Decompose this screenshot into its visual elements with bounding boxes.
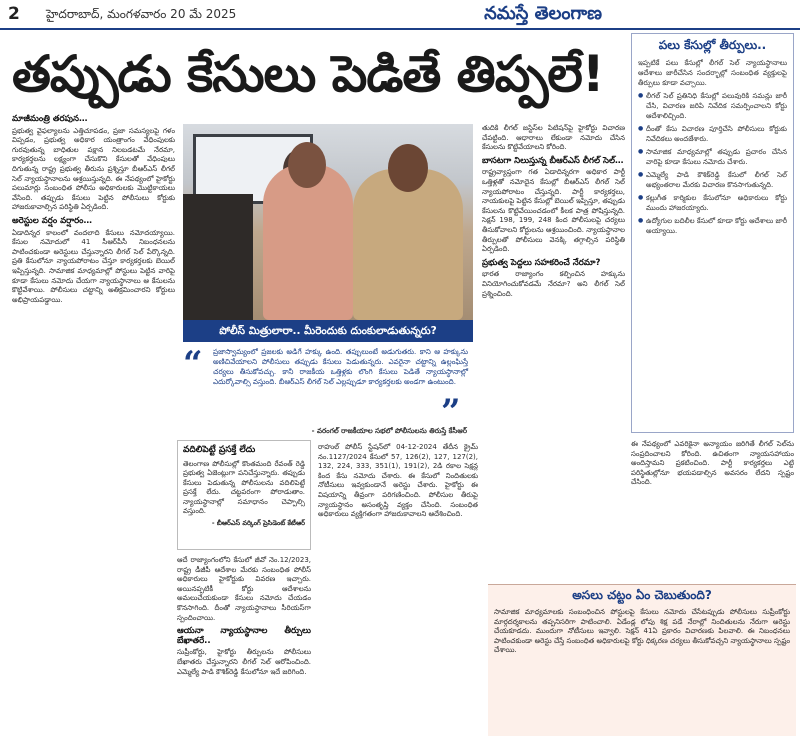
person-head: [288, 142, 326, 188]
sidebar-intro: ఇప్పటికే పలు కేసుల్లో లీగల్ సెల్ న్యాయస్థానాలు ఆదేశాలు జారీచేసిన సందర్భాల్లో సంబంధిత వ్యక్తులపై తీర్పులు కూడా వచ్చాయి.: [638, 59, 787, 87]
article-column-1: [12, 112, 175, 736]
sidebar-list: [638, 91, 787, 236]
close-quote-icon: ”: [441, 392, 461, 432]
article-column-3: [318, 443, 478, 736]
article-column-4: [482, 124, 625, 580]
boxed-note-text: తెలంగాణ పోలీసుల్లో కొంతమంది రేవంత్ రెడ్డి ప్రభుత్వ ఏజెంట్లుగా పనిచేస్తున్నారు. తప్పుడు కేసులు పెడుతున్న పోలీసులను వదిలిపెట్టే ప్రసక్తే లేదు. చట్టపరంగా పోరాడుతాం. న్యాయస్థానాల్లో సమాధానం చెప్పాల్సి వస్తుంది.: [183, 460, 305, 516]
subheading: ప్రభుత్వ పెద్దలు సహకరించే నేరమా?: [482, 257, 601, 268]
headline: తప్పుడు కేసులు పెడితే తిప్పలే!: [12, 45, 604, 103]
quote-author: - వరంగల్ రాజకీయాల సభలో పోలీసులను తిరుస్తే కేసీఆర్: [311, 427, 467, 435]
article-paragraph: భారత రాజ్యాంగం కల్పించిన హక్కును వినియోగించుకోవడమే నేరమా? అని లీగల్ సెల్ ప్రశ్నించింది.: [482, 270, 625, 298]
masthead: [0, 0, 800, 30]
article-paragraph: ఏడాదిన్నర కాలంలో వందలాది కేసులు నమోదయ్యాయి. కేసుల నమోదులో 41 సీఆర్‌పీసీ నిబంధనలను పాటించకుండా అరెస్టులు చేస్తున్నారని లీగల్ సెల్ పేర్కొన్నది. ప్రతి కేసులోనూ న్యాయపోరాటం చేస్తూ కార్యకర్తలకు బెయిల్ ఇప్పిస్తున్నది. సామాజిక మాధ్యమాల్లో పోస్టులు పెట్టిన వారిపై కూడా కేసులు నమోదు చేయగా న్యాయస్థానాలు ఆ కేసులను కొట్టివేశాయి. పోలీసులు చట్టాన్ని అతిక్రమించారని కోర్టులు అభిప్రాయపడ్డాయి.: [12, 228, 175, 304]
article-paragraph: ఆదే రాజ్యాంగంలోని కేసులో జీవో నెం.12/2023, రాష్ట్ర డీజీపీ ఆదేశాల మేరకు సంబంధిత పోలీస్ అధికారులు హైకోర్టుకు వివరణ ఇచ్చారు. అయినప్పటికీ కోర్టు ఆదేశాలను అమలుచేయకుండా కేసులు నమోదు చేయడం కొనసాగింది. దీంతో న్యాయస్థానాలు సీరియస్‌గా స్పందించాయి.: [177, 556, 311, 622]
article-paragraph: ప్రభుత్వ వైఫల్యాలను ఎత్తిచూపడం, ప్రజా సమస్యలపై గళం విప్పడం, ప్రభుత్వ అధికార యంత్రాంగం వేధింపులకు గురవుతున్న బాధితుల పక్షాన నిలబడటమే నేరమా, కార్యకర్తలను లక్ష్యంగా చేసుకొని కేసులతో వేధింపులు దిగుతున్న రాష్ట్ర ప్రభుత్వ తీరును ప్రశ్నిస్తూ బీఆర్‌ఎస్ లీగల్ సెల్ న్యాయస్థానాలను ఆశ్రయిస్తున్నది. ఈ నేపథ్యంలో హైకోర్టు పలుమార్లు సంబంధిత పోలీసు అధికారులకు మొట్టికాయలు వేసింది. తప్పుడు కేసులు పెట్టిన పోలీసులు కోర్టుకు హాజరుకావాల్సిన పరిస్థితి ఏర్పడింది.: [12, 126, 175, 212]
sidebar-list-item: ● లీగల్ సెల్ ప్రతినిధి కేసుల్లో పలువురికి సమన్లు జారీ చేసి, విచారణ జరిపి నివేదిక సమర్పించాలని కోర్టు ఆదేశాలిచ్చింది.: [638, 91, 787, 121]
column-lead-label: మాజీమంత్రి తరపున…: [12, 114, 88, 124]
sidebar-title: పలు కేసుల్లో తీర్పులు..: [658, 38, 767, 52]
paper-name-logo: నమస్తే తెలంగాణ: [484, 3, 602, 24]
date-line: హైదరాబాద్, మంగళవారం 20 మే 2025: [46, 7, 237, 21]
boxed-note-author: - బీఆర్‌ఎస్ వర్కింగ్ ప్రెసిడెంట్ కేటీఆర్: [211, 519, 305, 528]
quote-text: ప్రజాస్వామ్యంలో ప్రజలకు అడిగే హక్కు ఉంది. తప్పులుంటే అడుగుతరు. కాని ఆ హక్కును అణిచివేయాలని పోలీసులు తప్పుడు కేసులు పెడుతున్నరు. ఎవరైనా చట్టాన్ని ఉల్లంఘిస్తే చర్యలు తీసుకోవచ్చు. కానీ రాజకీయ ఒత్తిళ్లకు లొంగి కేసులు పెడితే న్యాయస్థానాల్లో ఎదుర్కోవాల్సి వస్తుంది. బీఆర్‌ఎస్ లీగల్ సెల్ ఎల్లప్పుడూ కార్యకర్తలకు అండగా ఉంటుంది.: [213, 347, 468, 386]
pull-quote: [183, 345, 473, 437]
subheading: ఆయనా న్యాయస్థానాల తీర్పులు బేఖాతరే..: [177, 626, 311, 646]
article-paragraph: ఈ నేపథ్యంలో ఎవరికైనా అన్యాయం జరిగితే లీగల్ సెల్‌ను సంప్రదించాలని కోరింది. ఉచితంగా న్యాయసహాయం అందిస్తామని ప్రకటించింది. పార్టీ కార్యకర్తలు ఎట్టి పరిస్థితుల్లోనూ భయపడాల్సిన అవసరం లేదని స్పష్టం చేసింది.: [631, 440, 794, 487]
person-head: [388, 144, 428, 192]
sidebar-box: [631, 33, 794, 433]
article-paragraph: రాహుల్ పోలీస్ స్టేషన్‌లో 04-12-2024 తేదీన క్రైమ్ నం.1127/2024 కేసులో 57, 126(2), 127, 127(2), 132, 224, 333, 351(1), 191(2), 2డి రకాల సెక్షన్ల కింద కేసు నమోదు చేశారు. ఈ కేసులో నిందితులకు నోటీసులు ఇవ్వకుండానే అరెస్టు చేశారు. హైకోర్టు ఈ విషయాన్ని తీవ్రంగా పరిగణించింది. పోలీసుల తీరుపై న్యాయస్థానం అసంతృప్తి వ్యక్తం చేసింది. సంబంధిత అధికారులు వ్యక్తిగతంగా హాజరుకావాలని ఆదేశించింది.: [318, 443, 478, 519]
sidebar-list-item: ● దీంతో కేసు విచారణ పూర్తిచేసి పోలీసులు కోర్టుకు నివేదికలు అందజేశారు.: [638, 124, 787, 144]
sidebar-list-item: ● ఎమ్మెల్యే పాడి కౌశిక్‌రెడ్డి కేసులో లీగల్ సెల్ అభ్యంతరాల మేరకు విచారణ కొనసాగుతున్నది.: [638, 170, 787, 190]
sidebar-list-item: ● సామాజిక మాధ్యమాల్లో తప్పుడు ప్రచారం చేసిన వారిపై కూడా కేసులు నమోదు చేశారు.: [638, 147, 787, 167]
boxed-note-title: వదిలిపెట్టే ప్రసక్తే లేదు: [183, 445, 256, 455]
page-number: 2: [8, 4, 20, 24]
boxed-note: [177, 440, 311, 550]
law-explainer-box: [488, 584, 796, 736]
sidebar-list-item: ● కల్లుగీత కార్మికుల కేసులోనూ అధికారులు కోర్టు ముందు హాజరయ్యారు.: [638, 193, 787, 213]
sidebar-list-item: ● ఉద్యోగుల బదిలీల కేసులో కూడా కోర్టు ఆదేశాలు జారీ అయ్యాయి.: [638, 216, 787, 236]
open-quote-icon: “: [183, 344, 203, 384]
photo-caption: పోలీస్ మిత్రులారా.. మీరెందుకు దుంకులాడుతున్నరు?: [183, 320, 473, 342]
subheading: బాసటగా నిలుస్తున్న బీఆర్‌ఎస్ లీగల్ సెల్…: [482, 155, 624, 166]
article-column-5: [631, 440, 794, 580]
law-box-title: అసలు చట్టం ఏం చెబుతుంది?: [572, 588, 712, 602]
subheading: అరెస్టుల వర్షం వర్షారం…: [12, 215, 92, 226]
law-box-text: సామాజిక మాధ్యమాలకు సంబంధించిన పోస్టులపై కేసులు నమోదు చేసేటప్పుడు పోలీసులు సుప్రీంకోర్టు మార్గదర్శకాలను తప్పనిసరిగా పాటించాలి. ఏడేండ్ల లోపు శిక్ష పడే నేరాల్లో నిందితులను నేరుగా అరెస్టు చేయకూడదు. ముందుగా నోటీసులు ఇవ్వాలి. సెక్షన్ 41ఏ ప్రకారం విచారణకు పిలవాలి. ఈ నిబంధనలు పాటించకుండా అరెస్టు చేస్తే సంబంధిత అధికారులపై కోర్టు ధిక్కరణ చర్యలు తీసుకోవచ్చని న్యాయస్థానాలు స్పష్టం చేశాయి.: [494, 608, 790, 655]
article-column-2: [177, 556, 311, 736]
article-paragraph: తుదికి లీగల్ జస్టిస్‌ల పిటిషన్‌పై హైకోర్టు విచారణ చేపట్టింది. ఆధారాలు లేకుండా నమోదు చేసిన కేసులను కొట్టివేయాలని కోరింది.: [482, 124, 625, 152]
article-paragraph: సుప్రీంకోర్టు, హైకోర్టు తీర్పులను పోలీసులు బేఖాతరు చేస్తున్నారని లీగల్ సెల్ ఆరోపించింది. ఎమ్మెల్యే పాడి కౌశిక్‌రెడ్డి కేసులోనూ ఇదే జరిగింది.: [177, 648, 311, 676]
car-seat: [183, 194, 253, 320]
article-paragraph: రాష్ట్రవ్యాప్తంగా గత ఏడాదిన్నరగా అధికార పార్టీ ఒత్తిళ్లతో నమోదైన కేసుల్లో బీఆర్‌ఎస్ లీగల్ సెల్ న్యాయపోరాటం చేస్తున్నది. పార్టీ కార్యకర్తలు, నాయకులపై పెట్టిన కేసుల్లో బెయిల్ ఇప్పిస్తూ, తప్పుడు కేసులను కొట్టివేయించడంలో కీలక పాత్ర పోషిస్తున్నది. సెక్షన్ 198, 199, 248 కింద పోలీసులపై చర్యలు తీసుకోవాలని కోర్టులను ఆశ్రయించింది. న్యాయస్థానాల తీర్పులతో పోలీసులు వెనక్కి తగ్గాల్సిన పరిస్థితి ఏర్పడింది.: [482, 168, 625, 254]
news-photo: [183, 124, 473, 320]
